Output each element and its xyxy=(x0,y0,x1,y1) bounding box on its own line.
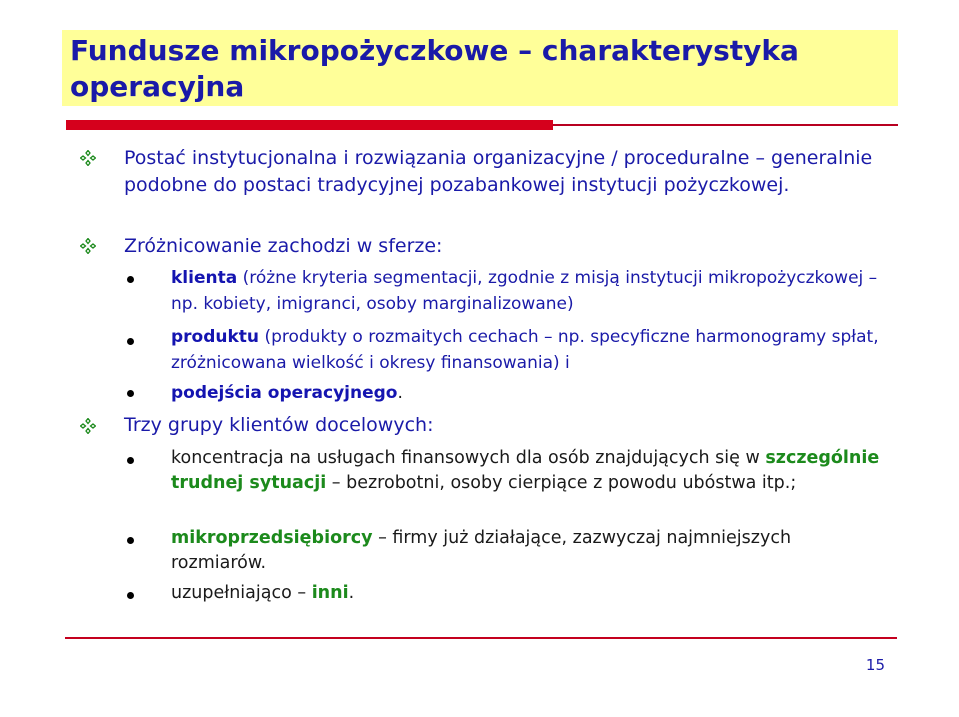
item-text: koncentracja na usługach finansowych dla osób znajdujących się w xyxy=(171,448,766,468)
round-bullet xyxy=(127,338,134,345)
list-item-microentrepreneurs xyxy=(171,526,881,576)
round-bullet xyxy=(127,390,134,397)
keyword-product: produktu xyxy=(171,327,260,347)
round-bullet xyxy=(127,276,134,283)
keyword-approach: podejścia operacyjnego xyxy=(171,383,398,403)
item-text: . xyxy=(397,383,403,403)
item-text: (różne kryteria segmentacji, zgodnie z misją instytucji mikropożyczkowej – np. kobiety, imigranci, osoby marginalizowane) xyxy=(171,268,878,314)
list-item-approach xyxy=(171,381,881,407)
keyword-microentrepreneurs: mikroprzedsiębiorcy xyxy=(171,528,373,548)
four-diamond-icon xyxy=(80,150,96,166)
item-text: – firmy już działające, zazwyczaj najmniejszych rozmiarów. xyxy=(171,528,792,573)
four-diamond-icon xyxy=(80,238,96,254)
list-item-client xyxy=(171,266,881,317)
item-text: . xyxy=(348,583,355,603)
item-text: (produkty o rozmaitych cechach – np. specyficzne harmonogramy spłat, zróżnicowana wielkość i okresy finansowania) i xyxy=(171,327,879,373)
round-bullet xyxy=(127,537,134,544)
bullet-client-groups: Trzy grupy klientów docelowych: xyxy=(124,414,434,436)
keyword-difficult-situation: szczególnie trudnej sytuacji xyxy=(171,448,880,493)
round-bullet xyxy=(127,592,134,599)
round-bullet xyxy=(127,457,134,464)
bullet-differentiation: Zróżnicowanie zachodzi w sferze: xyxy=(124,235,443,257)
list-item-difficult-situation xyxy=(171,446,881,496)
slide-title: Fundusze mikropożyczkowe – charakterystyka operacyjna xyxy=(70,34,799,103)
footer-line xyxy=(65,637,897,639)
keyword-others: inni xyxy=(311,583,349,603)
list-item-product xyxy=(171,325,881,376)
item-text: uzupełniająco – xyxy=(171,583,312,603)
page-number: 15 xyxy=(865,656,885,674)
title-underline-accent xyxy=(66,120,553,130)
four-diamond-icon xyxy=(80,418,96,434)
item-text: – bezrobotni, osoby cierpiące z powodu ubóstwa itp.; xyxy=(326,473,797,493)
keyword-client: klienta xyxy=(171,268,238,288)
bullet-institutional-form: Postać instytucjonalna i rozwiązania organizacyjne / proceduralne – generalnie podobne do postaci tradycyjnej pozabankowej instytucji pożyczkowej. xyxy=(124,147,873,196)
list-item-others xyxy=(171,581,881,606)
